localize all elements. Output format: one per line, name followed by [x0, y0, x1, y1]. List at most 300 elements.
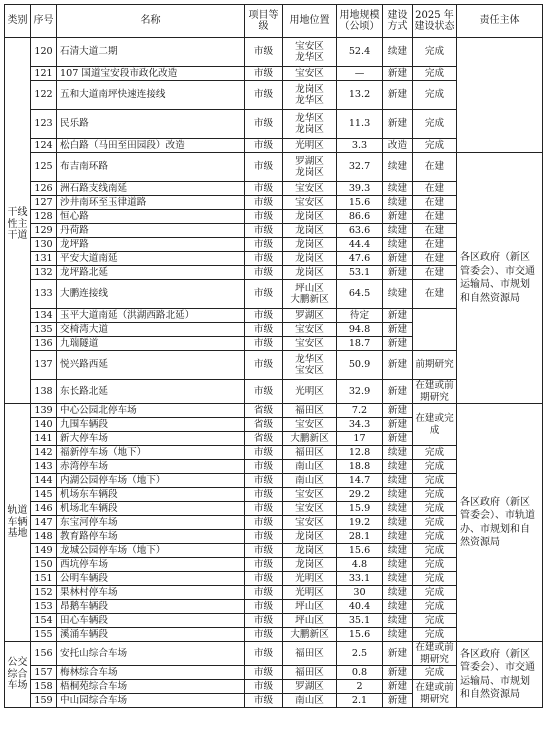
level-cell: 市级 — [245, 38, 283, 67]
name-cell: 平安大道南延 — [57, 252, 245, 266]
method-cell: 续建 — [383, 516, 413, 530]
area-cell: 15.6 — [337, 544, 383, 558]
name-cell: 107 国道宝安段市政化改造 — [57, 67, 245, 81]
status-cell: 完成 — [413, 488, 457, 502]
location-cell — [283, 558, 337, 572]
level-cell: 市级 — [245, 351, 283, 380]
seq-cell: 127 — [31, 196, 57, 210]
location-text: 光明区 — [295, 572, 324, 584]
location-text: 龙华区 — [295, 112, 324, 124]
area-cell: 63.6 — [337, 224, 383, 238]
status-cell: 完成 — [413, 81, 457, 110]
location-text: 罗湖区 — [295, 309, 324, 321]
location-cell — [283, 694, 337, 708]
header-level: 项目等级 — [245, 5, 283, 38]
location-cell — [283, 600, 337, 614]
status-cell: 完成 — [413, 139, 457, 153]
level-cell: 市级 — [245, 153, 283, 182]
status-cell: 完成 — [413, 628, 457, 642]
location-cell — [283, 572, 337, 586]
status-cell: 完成 — [413, 600, 457, 614]
location-cell — [283, 586, 337, 600]
method-cell: 新建 — [383, 680, 413, 694]
method-cell: 续建 — [383, 628, 413, 642]
responsible-cell: 各区政府（新区管委会）、市交通运输局、市规划和自然资源局 — [457, 153, 543, 404]
seq-cell: 122 — [31, 81, 57, 110]
level-cell: 市级 — [245, 460, 283, 474]
name-cell: 机场北车辆段 — [57, 502, 245, 516]
header-name: 名称 — [57, 5, 245, 38]
seq-cell: 120 — [31, 38, 57, 67]
location-cell — [283, 488, 337, 502]
level-cell: 市级 — [245, 488, 283, 502]
method-cell: 新建 — [383, 210, 413, 224]
level-cell: 市级 — [245, 530, 283, 544]
seq-cell: 152 — [31, 586, 57, 600]
method-cell: 续建 — [383, 196, 413, 210]
method-cell: 续建 — [383, 558, 413, 572]
project-table — [4, 4, 543, 708]
location-text: 龙岗区 — [295, 124, 324, 135]
name-cell: 九围车辆段 — [57, 418, 245, 432]
area-cell: 7.2 — [337, 404, 383, 418]
seq-cell: 121 — [31, 67, 57, 81]
level-cell: 市级 — [245, 210, 283, 224]
area-cell: 32.7 — [337, 153, 383, 182]
location-cell — [283, 323, 337, 337]
location-cell — [283, 309, 337, 323]
status-cell: 在建 — [413, 210, 457, 224]
location-cell — [283, 266, 337, 280]
header-category: 类别 — [5, 5, 31, 38]
seq-cell: 144 — [31, 474, 57, 488]
location-cell — [283, 474, 337, 488]
location-text: 龙岗区 — [295, 83, 324, 95]
level-cell: 市级 — [245, 600, 283, 614]
method-cell: 续建 — [383, 600, 413, 614]
area-cell: 11.3 — [337, 110, 383, 139]
method-cell: 新建 — [383, 252, 413, 266]
header-seq: 序号 — [31, 5, 57, 38]
method-cell: 新建 — [383, 642, 413, 666]
location-cell — [283, 418, 337, 432]
location-text: 坪山区 — [295, 614, 324, 626]
name-cell: 民乐路 — [57, 110, 245, 139]
area-cell: 12.8 — [337, 446, 383, 460]
area-cell: 0.8 — [337, 666, 383, 680]
level-cell: 市级 — [245, 224, 283, 238]
seq-cell: 146 — [31, 502, 57, 516]
method-cell: 新建 — [383, 323, 413, 337]
location-text: 大鹏新区 — [290, 432, 329, 444]
seq-cell: 159 — [31, 694, 57, 708]
status-cell: 完成 — [413, 38, 457, 67]
method-cell: 新建 — [383, 266, 413, 280]
category-cell: 公交综合车场 — [5, 642, 31, 708]
header-area: 用地规模（公顷） — [337, 5, 383, 38]
method-cell: 续建 — [383, 614, 413, 628]
level-cell: 市级 — [245, 252, 283, 266]
header-method: 建设方式 — [383, 5, 413, 38]
status-cell: 在建 — [413, 238, 457, 252]
method-cell: 新建 — [383, 694, 413, 708]
status-cell: 在建 — [413, 196, 457, 210]
location-text: 大鹏新区 — [290, 294, 329, 305]
name-cell: 中心公园北停车场 — [57, 404, 245, 418]
location-text: 福田区 — [295, 647, 324, 659]
seq-cell: 153 — [31, 600, 57, 614]
location-cell — [283, 81, 337, 110]
location-cell — [283, 238, 337, 252]
seq-cell: 145 — [31, 488, 57, 502]
method-cell: 新建 — [383, 380, 413, 404]
location-cell — [283, 110, 337, 139]
location-cell — [283, 432, 337, 446]
status-cell: 在建或完成 — [413, 404, 457, 446]
seq-cell: 136 — [31, 337, 57, 351]
level-cell: 市级 — [245, 81, 283, 110]
location-cell — [283, 460, 337, 474]
seq-cell: 155 — [31, 628, 57, 642]
location-text: 宝安区 — [295, 67, 324, 79]
seq-cell: 124 — [31, 139, 57, 153]
location-cell — [283, 182, 337, 196]
level-cell: 市级 — [245, 446, 283, 460]
level-cell: 市级 — [245, 666, 283, 680]
status-cell: 完成 — [413, 586, 457, 600]
seq-cell: 158 — [31, 680, 57, 694]
location-cell — [283, 530, 337, 544]
location-text: 宝安区 — [295, 365, 324, 376]
seq-cell: 148 — [31, 530, 57, 544]
location-text: 罗湖区 — [295, 155, 324, 167]
name-cell: 教育路停车场 — [57, 530, 245, 544]
method-cell: 续建 — [383, 153, 413, 182]
area-cell: 39.3 — [337, 182, 383, 196]
table-row — [5, 642, 543, 666]
area-cell: 2.5 — [337, 642, 383, 666]
area-cell: 50.9 — [337, 351, 383, 380]
method-cell: 新建 — [383, 351, 413, 380]
location-text: 光明区 — [295, 586, 324, 598]
method-cell: 续建 — [383, 446, 413, 460]
name-cell: 田心车辆段 — [57, 614, 245, 628]
seq-cell: 149 — [31, 544, 57, 558]
location-cell — [283, 210, 337, 224]
name-cell: 龙坪路北延 — [57, 266, 245, 280]
name-cell: 恒心路 — [57, 210, 245, 224]
area-cell: 15.9 — [337, 502, 383, 516]
method-cell: 续建 — [383, 572, 413, 586]
location-text: 宝安区 — [295, 502, 324, 514]
area-cell: 19.2 — [337, 516, 383, 530]
location-text: 龙岗区 — [295, 530, 324, 542]
seq-cell: 141 — [31, 432, 57, 446]
status-cell: 完成 — [413, 544, 457, 558]
status-cell: 在建 — [413, 224, 457, 238]
location-text: 龙华区 — [295, 52, 324, 63]
area-cell: 30 — [337, 586, 383, 600]
area-cell: 待定 — [337, 309, 383, 323]
level-cell: 省级 — [245, 432, 283, 446]
location-cell — [283, 337, 337, 351]
method-cell: 新建 — [383, 309, 413, 323]
seq-cell: 131 — [31, 252, 57, 266]
name-cell: 安托山综合车场 — [57, 642, 245, 666]
location-cell — [283, 446, 337, 460]
level-cell: 市级 — [245, 337, 283, 351]
location-cell — [283, 252, 337, 266]
location-text: 宝安区 — [295, 488, 324, 500]
level-cell: 市级 — [245, 572, 283, 586]
responsible-cell: 各区政府（新区管委会）、市交通运输局、市规划和自然资源局 — [457, 642, 543, 708]
location-cell — [283, 502, 337, 516]
seq-cell: 135 — [31, 323, 57, 337]
status-cell: 在建 — [413, 153, 457, 182]
area-cell: 18.8 — [337, 460, 383, 474]
seq-cell: 150 — [31, 558, 57, 572]
seq-cell: 134 — [31, 309, 57, 323]
area-cell: 15.6 — [337, 628, 383, 642]
method-cell: 续建 — [383, 586, 413, 600]
location-text: 福田区 — [295, 404, 324, 416]
name-cell: 昂鹅车辆段 — [57, 600, 245, 614]
area-cell: 2 — [337, 680, 383, 694]
location-text: 南山区 — [295, 474, 324, 486]
table-row — [5, 38, 543, 67]
location-text: 福田区 — [295, 446, 324, 458]
location-text: 光明区 — [295, 139, 324, 151]
name-cell: 果林村停车场 — [57, 586, 245, 600]
area-cell: 28.1 — [337, 530, 383, 544]
method-cell: 新建 — [383, 666, 413, 680]
header-row — [5, 5, 543, 38]
name-cell: 洲石路支线南延 — [57, 182, 245, 196]
status-cell: 在建 — [413, 280, 457, 309]
name-cell: 九瑞隧道 — [57, 337, 245, 351]
location-text: 宝安区 — [295, 323, 324, 335]
name-cell: 交椅湾大道 — [57, 323, 245, 337]
status-cell: 在建或前期研究 — [413, 642, 457, 666]
seq-cell: 137 — [31, 351, 57, 380]
area-cell: 33.1 — [337, 572, 383, 586]
level-cell: 市级 — [245, 110, 283, 139]
name-cell: 梅林综合车场 — [57, 666, 245, 680]
seq-cell: 157 — [31, 666, 57, 680]
location-cell — [283, 404, 337, 418]
area-cell: 47.6 — [337, 252, 383, 266]
status-cell: 完成 — [413, 666, 457, 680]
level-cell: 市级 — [245, 380, 283, 404]
location-text: 龙华区 — [295, 95, 324, 106]
name-cell: 玉平大道南延（洪湖西路北延） — [57, 309, 245, 323]
level-cell: 市级 — [245, 680, 283, 694]
name-cell: 沙井南环至玉律道路 — [57, 196, 245, 210]
name-cell: 福新停车场（地下） — [57, 446, 245, 460]
name-cell: 西坑停车场 — [57, 558, 245, 572]
seq-cell: 133 — [31, 280, 57, 309]
name-cell: 新大停车场 — [57, 432, 245, 446]
location-cell — [283, 280, 337, 309]
status-cell: 前期研究 — [413, 351, 457, 380]
area-cell: 2.1 — [337, 694, 383, 708]
location-cell — [283, 38, 337, 67]
name-cell: 龙坪路 — [57, 238, 245, 252]
level-cell: 市级 — [245, 614, 283, 628]
level-cell: 市级 — [245, 280, 283, 309]
location-cell — [283, 139, 337, 153]
method-cell: 新建 — [383, 110, 413, 139]
level-cell: 省级 — [245, 404, 283, 418]
method-cell: 新建 — [383, 337, 413, 351]
name-cell: 石清大道二期 — [57, 38, 245, 67]
area-cell: 52.4 — [337, 38, 383, 67]
location-cell — [283, 351, 337, 380]
status-cell: 完成 — [413, 110, 457, 139]
level-cell: 市级 — [245, 67, 283, 81]
location-text: 宝安区 — [295, 182, 324, 194]
area-cell: 14.7 — [337, 474, 383, 488]
level-cell: 市级 — [245, 516, 283, 530]
name-cell: 溪涌车辆段 — [57, 628, 245, 642]
status-cell: 完成 — [413, 572, 457, 586]
location-text: 龙岗区 — [295, 224, 324, 236]
status-cell: 完成 — [413, 67, 457, 81]
location-cell — [283, 614, 337, 628]
level-cell: 市级 — [245, 266, 283, 280]
level-cell: 市级 — [245, 544, 283, 558]
location-text: 龙岗区 — [295, 167, 324, 178]
level-cell: 市级 — [245, 586, 283, 600]
header-status: 2025 年建设状态 — [413, 5, 457, 38]
name-cell: 中山园综合车场 — [57, 694, 245, 708]
name-cell: 龙城公园停车场（地下） — [57, 544, 245, 558]
location-text: 光明区 — [295, 385, 324, 397]
seq-cell: 128 — [31, 210, 57, 224]
area-cell: 17 — [337, 432, 383, 446]
seq-cell: 125 — [31, 153, 57, 182]
status-cell: 完成 — [413, 530, 457, 544]
location-text: 龙岗区 — [295, 210, 324, 222]
status-cell: 完成 — [413, 558, 457, 572]
location-text: 罗湖区 — [295, 680, 324, 692]
level-cell: 市级 — [245, 558, 283, 572]
location-text: 福田区 — [295, 666, 324, 678]
name-cell: 五和大道南坪快速连接线 — [57, 81, 245, 110]
location-cell — [283, 628, 337, 642]
location-text: 南山区 — [295, 694, 324, 706]
name-cell: 内湖公园停车场（地下） — [57, 474, 245, 488]
name-cell: 赤湾停车场 — [57, 460, 245, 474]
location-cell — [283, 153, 337, 182]
location-text: 坪山区 — [295, 600, 324, 612]
location-text: 宝安区 — [295, 40, 324, 52]
level-cell: 市级 — [245, 323, 283, 337]
location-text: 南山区 — [295, 460, 324, 472]
location-text: 宝安区 — [295, 337, 324, 349]
location-text: 龙岗区 — [295, 544, 324, 556]
level-cell: 市级 — [245, 642, 283, 666]
area-cell: 34.3 — [337, 418, 383, 432]
area-cell: 15.6 — [337, 196, 383, 210]
location-text: 大鹏新区 — [290, 628, 329, 640]
name-cell: 松白路（马田至田园段）改造 — [57, 139, 245, 153]
location-text: 龙华区 — [295, 353, 324, 365]
level-cell: 市级 — [245, 628, 283, 642]
method-cell: 续建 — [383, 280, 413, 309]
name-cell: 东长路北延 — [57, 380, 245, 404]
area-cell: 32.9 — [337, 380, 383, 404]
method-cell: 续建 — [383, 224, 413, 238]
location-cell — [283, 67, 337, 81]
status-cell: 完成 — [413, 614, 457, 628]
level-cell: 市级 — [245, 309, 283, 323]
responsible-blank — [457, 38, 543, 153]
level-cell: 市级 — [245, 196, 283, 210]
location-cell — [283, 680, 337, 694]
status-cell: 完成 — [413, 516, 457, 530]
status-cell: 完成 — [413, 460, 457, 474]
area-cell: 64.5 — [337, 280, 383, 309]
area-cell: 86.6 — [337, 210, 383, 224]
area-cell: 13.2 — [337, 81, 383, 110]
name-cell: 大鹏连接线 — [57, 280, 245, 309]
status-cell: 在建或前期研究 — [413, 680, 457, 708]
level-cell: 市级 — [245, 694, 283, 708]
category-cell: 轨道车辆基地 — [5, 404, 31, 642]
status-cell: 在建 — [413, 266, 457, 280]
table-body — [5, 38, 543, 708]
level-cell: 市级 — [245, 474, 283, 488]
method-cell: 改造 — [383, 139, 413, 153]
location-cell — [283, 224, 337, 238]
method-cell: 续建 — [383, 544, 413, 558]
method-cell: 新建 — [383, 67, 413, 81]
method-cell: 续建 — [383, 488, 413, 502]
level-cell: 市级 — [245, 238, 283, 252]
status-cell: 在建或前期研究 — [413, 380, 457, 404]
area-cell: 35.1 — [337, 614, 383, 628]
seq-cell: 142 — [31, 446, 57, 460]
location-text: 龙岗区 — [295, 266, 324, 278]
seq-cell: 151 — [31, 572, 57, 586]
seq-cell: 132 — [31, 266, 57, 280]
status-cell: 完成 — [413, 474, 457, 488]
location-cell — [283, 544, 337, 558]
seq-cell: 126 — [31, 182, 57, 196]
seq-cell: 154 — [31, 614, 57, 628]
method-cell: 新建 — [383, 404, 413, 418]
location-cell — [283, 642, 337, 666]
method-cell: 续建 — [383, 238, 413, 252]
method-cell: 续建 — [383, 530, 413, 544]
seq-cell: 156 — [31, 642, 57, 666]
level-cell: 市级 — [245, 182, 283, 196]
area-cell: 3.3 — [337, 139, 383, 153]
method-cell: 续建 — [383, 38, 413, 67]
category-cell: 干线性主干道 — [5, 38, 31, 404]
level-cell: 市级 — [245, 139, 283, 153]
header-responsible: 责任主体 — [457, 5, 543, 38]
area-cell: 4.8 — [337, 558, 383, 572]
seq-cell: 123 — [31, 110, 57, 139]
method-cell: 续建 — [383, 460, 413, 474]
status-cell: 在建 — [413, 252, 457, 266]
table-row — [5, 153, 543, 182]
area-cell: 53.1 — [337, 266, 383, 280]
location-cell — [283, 380, 337, 404]
method-cell: 新建 — [383, 418, 413, 432]
